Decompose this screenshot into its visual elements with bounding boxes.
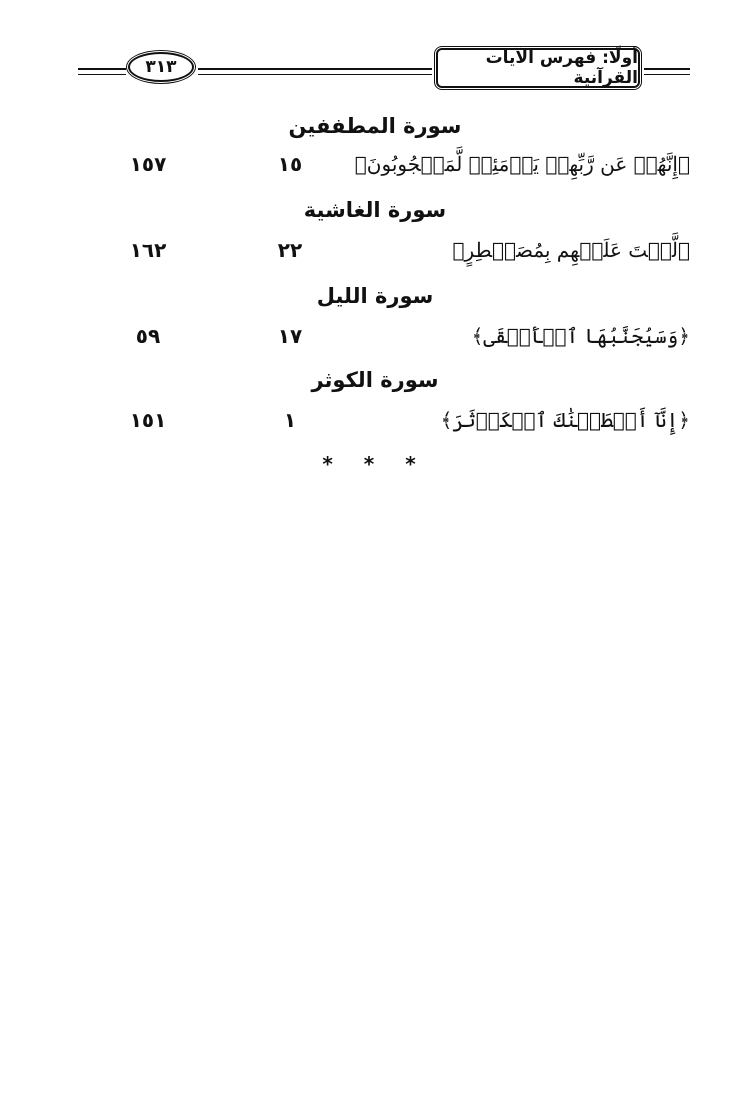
verse-row [0, 152, 750, 192]
verse-text: ﴿وَسَيُجَنَّبُهَا ٱلۡأَتۡقَى﴾ [471, 324, 690, 348]
header-rule-left-thin [78, 74, 126, 75]
page-reference: ١٥١ [129, 408, 167, 432]
ayah-number: ١ [283, 408, 297, 432]
page-number: ٣١٣ [128, 52, 194, 82]
header-rule-right-thin [644, 74, 690, 75]
page-title: أولًا: فهرس الآيات القرآنية [436, 48, 640, 88]
ayah-number: ١٧ [277, 324, 303, 348]
ayah-number: ٢٢ [277, 238, 303, 262]
surah-heading: سورة الليل [316, 284, 434, 308]
ayah-number: ١٥ [277, 152, 303, 176]
header-rule-left [78, 68, 126, 70]
verse-row [0, 238, 750, 278]
page-reference: ٥٩ [135, 324, 161, 348]
surah-heading: سورة الكوثر [311, 368, 439, 392]
verse-text: ﴿إِنَّهُمۡ عَن رَّبِّهِمۡ يَوۡمَئِذٖ لَّمَحۡجُوبُونَ﴾ [354, 152, 690, 176]
page-header [0, 0, 750, 100]
header-rule-middle [198, 68, 432, 70]
surah-heading: سورة الغاشية [303, 198, 447, 222]
page-reference: ١٦٢ [129, 238, 167, 262]
verse-row [0, 324, 750, 364]
verse-text: ﴿لَّسۡتَ عَلَيۡهِم بِمُصَيۡطِرٍ﴾ [452, 238, 690, 262]
header-rule-middle-thin [198, 74, 432, 75]
header-rule-right [644, 68, 690, 70]
verse-text: ﴿إِنَّآ أَعۡطَيۡنَٰكَ ٱلۡكَوۡثَرَ﴾ [440, 408, 690, 432]
page-reference: ١٥٧ [129, 152, 167, 176]
surah-heading: سورة المطففين [288, 114, 462, 138]
verse-row [0, 408, 750, 448]
end-marker: * * * [322, 452, 428, 476]
